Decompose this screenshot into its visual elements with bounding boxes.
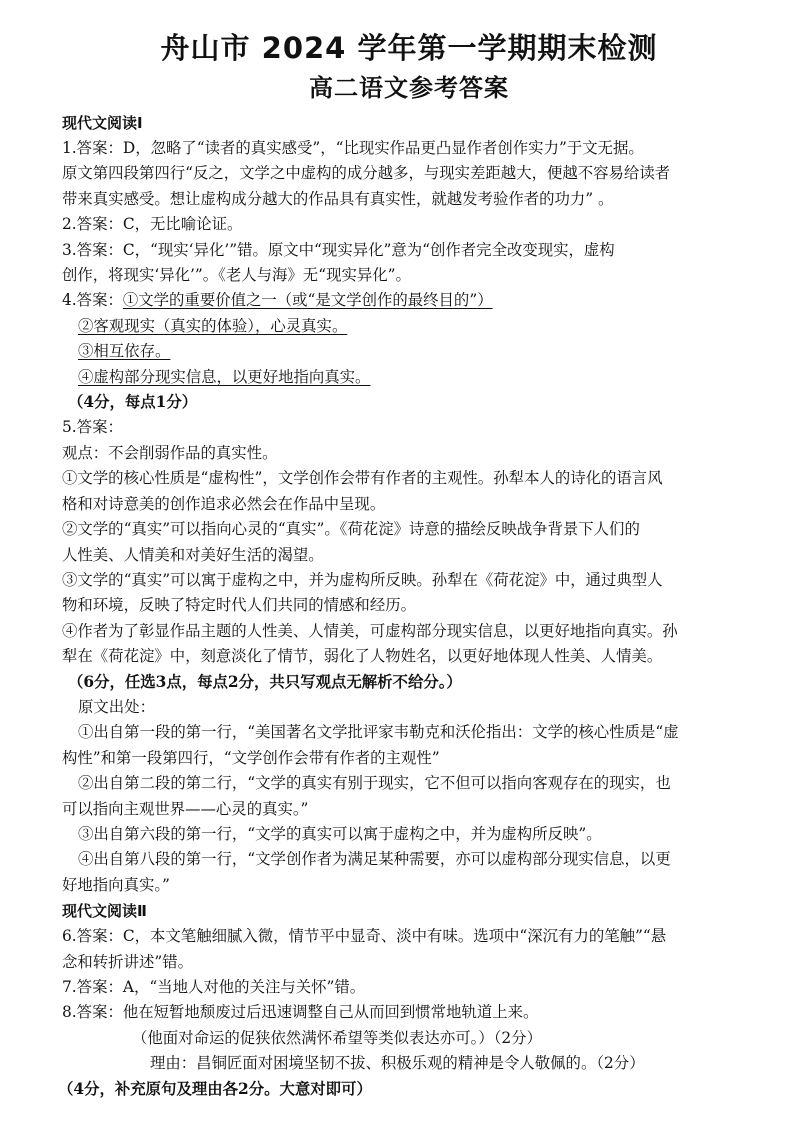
answer-line: 物和环境，反映了特定时代人们共同的情感和经历。 [62, 596, 416, 615]
answer-line: 7.答案：A，“当地人对他的关注与关怀”错。 [62, 978, 366, 996]
page-subtitle: 高二语文参考答案 [309, 74, 509, 102]
score-note: （4分，补充原句及理由各2分。大意对即可） [58, 1079, 372, 1098]
source-heading: 原文出处： [78, 697, 155, 716]
answer-line: 格和对诗意美的创作追求必然会在作品中呈现。 [62, 494, 386, 513]
score-note: （6分，任选3点，每点2分，共只写观点无解析不给分。） [68, 672, 462, 691]
q4-point: ③相互依存。 [78, 342, 171, 361]
source-line: 好地指向真实。” [62, 875, 170, 894]
q4-point: ④虚构部分现实信息，以更好地指向真实。 [78, 367, 371, 386]
answer-line: ①文学的核心性质是“虚构性”，文学创作会带有作者的主观性。孙犁本人的诗化的语言风 [62, 469, 663, 488]
answer-line: 6.答案：C，本文笔触细腻入微，情节平中显奇、淡中有味。选项中“深沉有力的笔触”“悬 [62, 927, 667, 946]
q4-point: ②客观现实（真实的体验），心灵真实。 [78, 316, 348, 335]
source-line: ①出自第一段的第一行，“美国著名文学批评家韦勒克和沃伦指出：文学的核心性质是“虚 [78, 723, 679, 742]
answer-line: ②文学的“真实”可以指向心灵的“真实”。《荷花淀》诗意的描绘反映战争背景下人们的 [62, 520, 640, 539]
answer-line [62, 314, 756, 339]
answer-line [62, 365, 756, 390]
answer-line-q4 [62, 288, 756, 313]
answer-line: （他面对命运的促狭依然满怀希望等类似表达亦可。）（2分） [132, 1028, 542, 1047]
answer-line [62, 339, 756, 364]
answer-line: 人性美、人情美和对美好生活的渴望。 [62, 545, 324, 564]
answer-line: 理由：昌铜匠面对困境坚韧不拔、积极乐观的精神是令人敬佩的。（2分） [150, 1054, 645, 1073]
section-heading-reading-2: 现代文阅读Ⅱ [62, 902, 147, 921]
answer-line: 原文第四段第四行“反之，文学之中虚构的成分越多，与现实差距越大，便越不容易给读者 [62, 164, 671, 183]
q4-point: ①文学的重要价值之一（或“是文学创作的最终目的”） [122, 291, 493, 310]
answer-line: 1.答案：D，忽略了“读者的真实感受”，“比现实作品更凸显作者创作实力”于文无据。 [62, 139, 644, 157]
answer-line: ④作者为了彰显作品主题的人性美、人情美，可虚构部分现实信息，以更好地指向真实。孙 [62, 621, 678, 640]
answer-line: 8.答案：他在短暂地颓废过后迅速调整自己从而回到惯常地轨道上来。 [62, 1003, 539, 1022]
source-line: ③出自第六段的第一行，“文学的真实可以寓于虚构之中，并为虚构所反映”。 [78, 824, 602, 843]
source-line: 构性”和第一段第四行，“文学创作会带有作者的主观性” [62, 748, 440, 767]
answer-line: 3.答案：C，“现实‘异化’”错。原文中“现实异化”意为“创作者完全改变现实，虚构 [62, 240, 615, 259]
section-heading-reading-1: 现代文阅读Ⅰ [62, 114, 143, 132]
source-line: 可以指向主观世界——心灵的真实。” [62, 799, 309, 818]
answer-line: 5.答案： [62, 418, 123, 437]
answer-line: 2.答案：C，无比喻论证。 [62, 215, 243, 234]
answer-line: 犁在《荷花淀》中，刻意淡化了情节，弱化了人物姓名，以更好地体现人性美、人情美。 [62, 647, 663, 666]
answer-line: 念和转折讲述”错。 [62, 952, 193, 971]
score-note: （4分，每点1分） [68, 393, 198, 412]
answer-line: ③文学的“真实”可以寓于虚构之中，并为虚构所反映。孙犁在《荷花淀》中，通过典型人 [62, 570, 663, 589]
source-line: ④出自第八段的第一行，“文学创作者为满足某种需要，亦可以虚构部分现实信息，以更 [78, 850, 671, 869]
answer-line: 观点：不会削弱作品的真实性。 [62, 443, 278, 462]
source-line: ②出自第二段的第二行，“文学的真实有别于现实，它不但可以指向客观存在的现实，也 [78, 774, 671, 793]
q4-prefix: 4.答案： [62, 291, 123, 310]
page-title: 舟山市 2024 学年第一学期期末检测 [160, 31, 658, 65]
answer-line: 创作，将现实‘异化’”。《老人与海》无“现实异化”。 [62, 266, 411, 285]
answer-line: 带来真实感受。想让虚构成分越大的作品具有真实性，就越发考验作者的功力” 。 [62, 189, 614, 208]
